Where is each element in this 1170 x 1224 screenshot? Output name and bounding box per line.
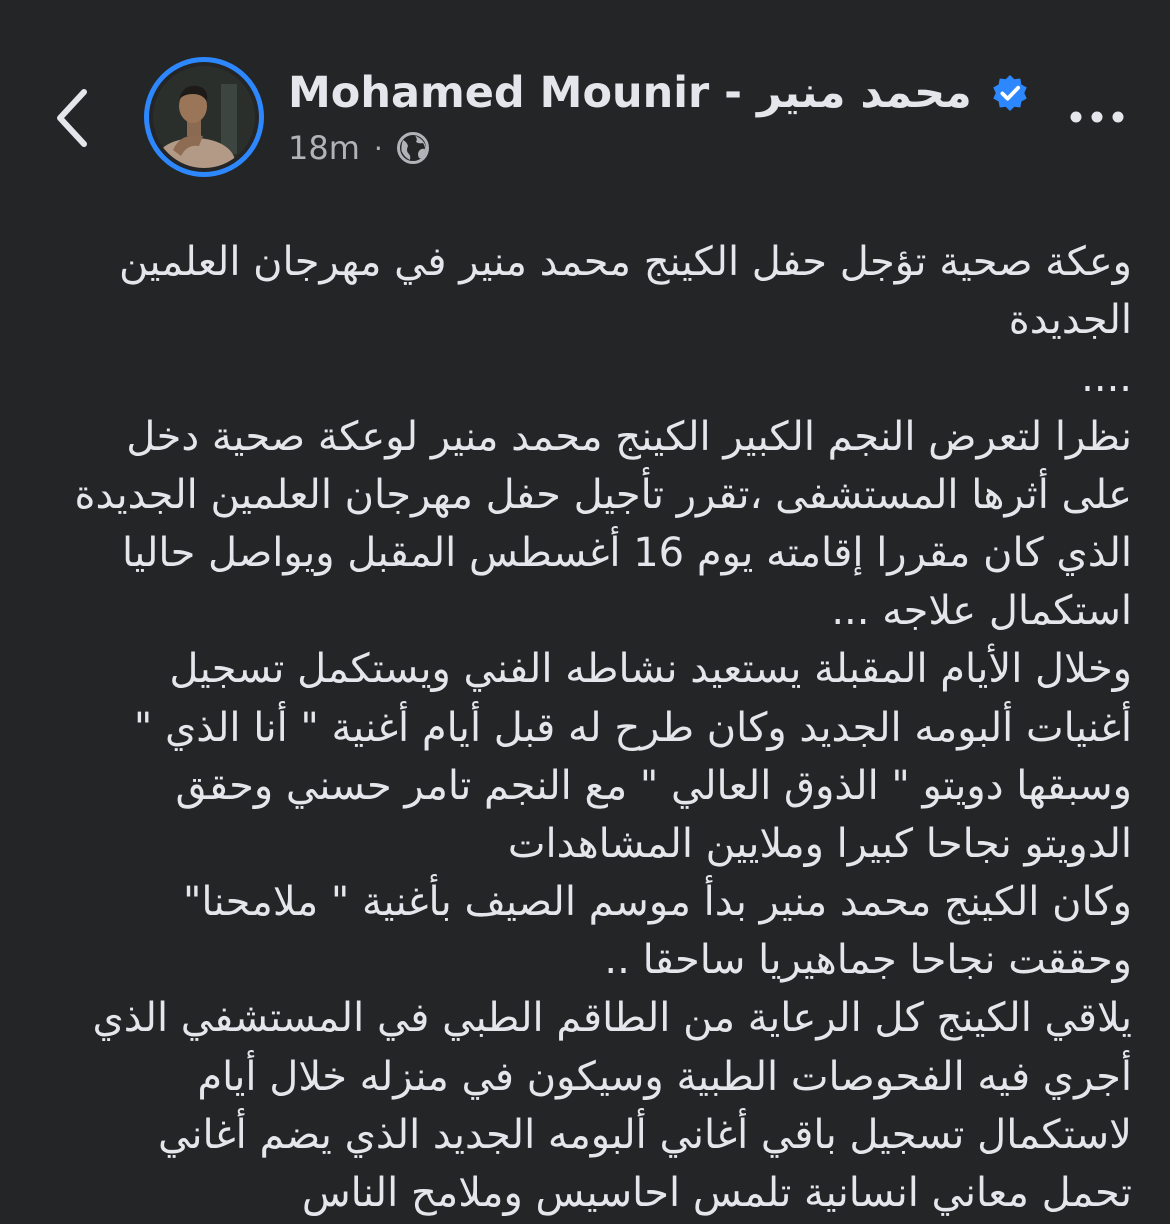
chevron-left-icon <box>54 86 90 150</box>
avatar-photo <box>153 66 255 168</box>
avatar[interactable] <box>144 57 264 177</box>
more-horizontal-icon <box>1067 110 1127 124</box>
post-text <box>22 233 1132 1222</box>
back-button[interactable] <box>40 78 104 158</box>
more-options-button[interactable] <box>1062 92 1132 142</box>
post-line: لاستكمال تسجيل باقي أغاني ألبومه الجديد الذي يضم أغاني <box>158 1111 1132 1158</box>
page-name-row <box>288 64 1030 122</box>
post-line: وحققت نجاحا جماهيريا ساحقا .. <box>604 937 1132 984</box>
page-name[interactable]: Mohamed Mounir - محمد منير <box>288 68 972 118</box>
post-line: الدويتو نجاحا كبيرا وملايين المشاهدات <box>507 820 1132 867</box>
timestamp[interactable]: 18m <box>288 129 360 167</box>
post-header <box>0 0 1170 220</box>
post-line: يلاقي الكينج كل الرعاية من الطاقم الطبي في المستشفي الذي <box>92 995 1132 1042</box>
post-meta <box>288 124 431 172</box>
post-line: استكمال علاجه ... <box>831 588 1132 635</box>
post-line: .... <box>1081 355 1132 402</box>
post-line: وكان الكينج محمد منير بدأ موسم الصيف بأغنية " ملامحنا" <box>182 879 1132 926</box>
globe-icon[interactable] <box>395 130 431 166</box>
verified-badge-icon <box>990 73 1030 113</box>
post-line: تحمل معاني انسانية تلمس احاسيس وملامح الناس <box>301 1170 1132 1216</box>
post-line: أغنيات ألبومه الجديد وكان طرح له قبل أيام أغنية " أنا الذي " <box>133 704 1132 751</box>
post-line: وعكة صحية تؤجل حفل الكينج محمد منير في مهرجان العلمين <box>118 239 1132 285</box>
post-line: أجري فيه الفحوصات الطبية وسيكون في منزله خلال أيام <box>197 1053 1132 1100</box>
post-line: الذي كان مقررا إقامته يوم 16 أغسطس المقبل ويواصل حاليا <box>121 529 1132 576</box>
post-line: على أثرها المستشفى ،تقرر تأجيل حفل مهرجان العلمين الجديدة <box>74 471 1132 518</box>
post-line: الجديدة <box>1008 297 1132 344</box>
post-line: وخلال الأيام المقبلة يستعيد نشاطه الفني ويستكمل تسجيل <box>169 646 1132 693</box>
meta-separator: · <box>373 131 383 165</box>
post-line: نظرا لتعرض النجم الكبير الكينج محمد منير لوعكة صحية دخل <box>126 413 1132 460</box>
post-line: وسبقها دويتو " الذوق العالي " مع النجم تامر حسني وحقق <box>175 762 1132 809</box>
